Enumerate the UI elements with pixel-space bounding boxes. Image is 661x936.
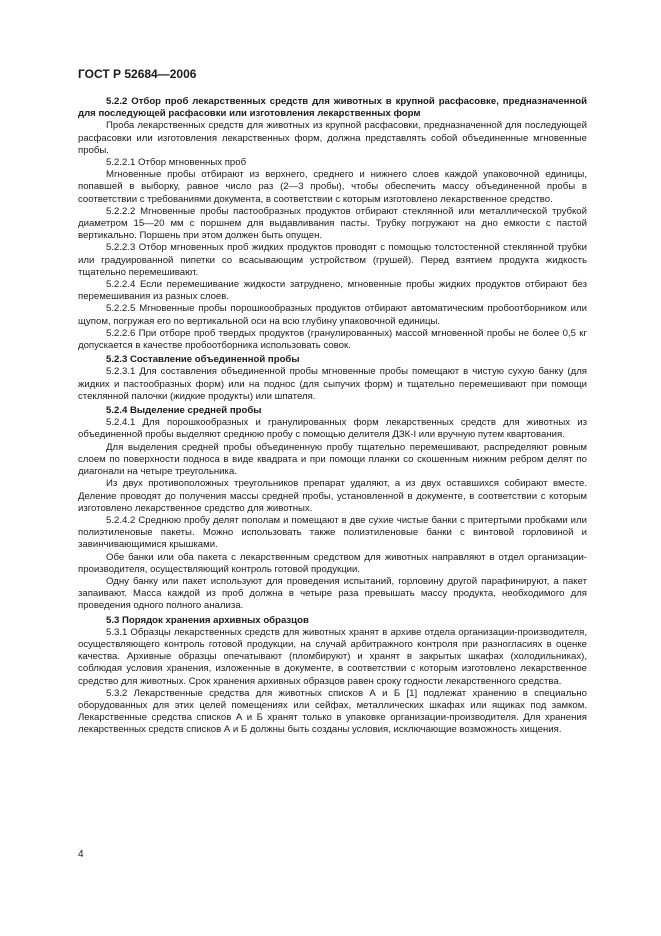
document-header: ГОСТ Р 52684—2006 (78, 67, 197, 81)
paragraph: 5.2.4.2 Среднюю пробу делят пополам и помещают в две сухие чистые банки с притертыми пробками или полиэтиленовые пакеты. Можно использовать также полиэтиленовые банки с винтовой горловиной и завинчивающимися крышками. (78, 514, 587, 551)
paragraph: Одну банку или пакет используют для проведения испытаний, горловину другой парафинируют, а пакет запаивают. Масса каждой из проб должна в четыре раза превышать массу продукта, необходимого для проведения одного полного анализа. (78, 575, 587, 612)
paragraph: 5.2.2.2 Мгновенные пробы пастообразных продуктов отбирают стеклянной или металлической трубкой диаметром 15—20 мм с поршнем для выдавливания пасты. Трубку погружают на дно емкости с пастой вертикально. Поршень при этом должен быть опущен. (78, 205, 587, 242)
paragraph: 5.3.2 Лекарственные средства для животных списков А и Б [1] подлежат хранению в специально оборудованных для этих целей помещениях или сейфах, металлических шкафах или ящиках под замком. Лекарственные средства списков А и Б хранят только в упаковке организации-производителя. Для хранения лекарственных средств списков А и Б должны быть созданы условия, исключающие возможность хищения. (78, 687, 587, 736)
paragraph: 5.2.2.4 Если перемешивание жидкости затруднено, мгновенные пробы жидких продуктов отбирают без перемешивания из разных слоев. (78, 279, 587, 303)
paragraph: Мгновенные пробы отбирают из верхнего, среднего и нижнего слоев каждой упаковочной единицы, попавшей в выборку, равное число раз (2—3 пробы), чтобы обеспечить массу объединенной пробы в соответствии с требованиями документа, в соответствии с которым изготовлено лекарственное средство. (78, 169, 587, 205)
paragraph: 5.2.4.1 Для порошкообразных и гранулированных форм лекарственных средств для животных из объединенной пробы выделяют среднюю пробу с помощью делителя ДЗК-I или вручную путем квартования. (78, 417, 587, 441)
paragraph: Для выделения средней пробы объединенную пробу тщательно перемешивают, распределяют ровным слоем по поверхности подноса в виде квадрата и при помощи планки со скошенным нижним ребром делят по диагонали на четыре треугольника. (78, 441, 587, 478)
paragraph: 5.2.2.5 Мгновенные пробы порошкообразных продуктов отбирают автоматическим пробоотборником или щупом, погружая его по вертикальной оси на всю глубину упаковочной единицы. (78, 303, 587, 327)
paragraph: Проба лекарственных средств для животных из крупной расфасовки, предназначенной для последующей расфасовки или изготовления лекарственных форм, должна представлять собой объединенные мгновенные пробы. (78, 120, 587, 156)
page-number: 4 (78, 849, 84, 860)
paragraph: 5.2.2.3 Отбор мгновенных проб жидких продуктов проводят с помощью толстостенной стеклянной трубки или градуированной пипетки со всасывающим устройством (грушей). Перед взятием продукта жидкость тщательно перемешивают. (78, 242, 587, 278)
paragraph: 5.2.2.6 При отборе проб твердых продуктов (гранулированных) массой мгновенной пробы не более 0,5 кг допускается в качестве пробоотборника использовать совок. (78, 327, 587, 352)
section-heading: 5.3 Порядок хранения архивных образцов (106, 614, 309, 626)
paragraph: 5.2.3.1 Для составления объединенной пробы мгновенные пробы помещают в чистую сухую банку (для жидких и пастообразных форм) или на поднос (для сыпучих форм) и тщательно перемешивают при помощи стеклянной палочки (жидкие продукты) или шпателя. (78, 366, 587, 402)
section-heading: 5.2.4 Выделение средней пробы (106, 405, 262, 417)
paragraph: Из двух противоположных треугольников препарат удаляют, а из двух оставшихся собирают вместе. Деление проводят до получения массы средней пробы, установленной в документе, в соответствии с которым изготовлено лекарственное средство для животных. (78, 478, 587, 514)
document-body (78, 96, 587, 737)
section-heading: 5.2.3 Составление объединенной пробы (106, 354, 300, 366)
section-heading: 5.2.2 Отбор проб лекарственных средств для животных в крупной расфасовке, предназначенной для последующей расфасовки или изготовления лекарственных форм (78, 96, 587, 120)
paragraph: 5.3.1 Образцы лекарственных средств для животных хранят в архиве отдела организации-производителя, осуществляющего контроль готовой продукции, на случай арбитражного контроля при разногласиях в оценке качества. Архивные образцы опечатывают (пломбируют) и хранят в закрытых шкафах (холодильниках), соблюдая условия хранения, изложенные в документе, в соответствии с которым изготовлено лекарственное средство для животных. Срок хранения архивных образцов равен сроку годности лекарственного средства. (78, 626, 587, 687)
paragraph: 5.2.2.1 Отбор мгновенных проб (106, 157, 247, 169)
paragraph: Обе банки или оба пакета с лекарственным средством для животных направляют в отдел организации-производителя, осуществляющий контроль готовой продукции. (78, 551, 587, 575)
